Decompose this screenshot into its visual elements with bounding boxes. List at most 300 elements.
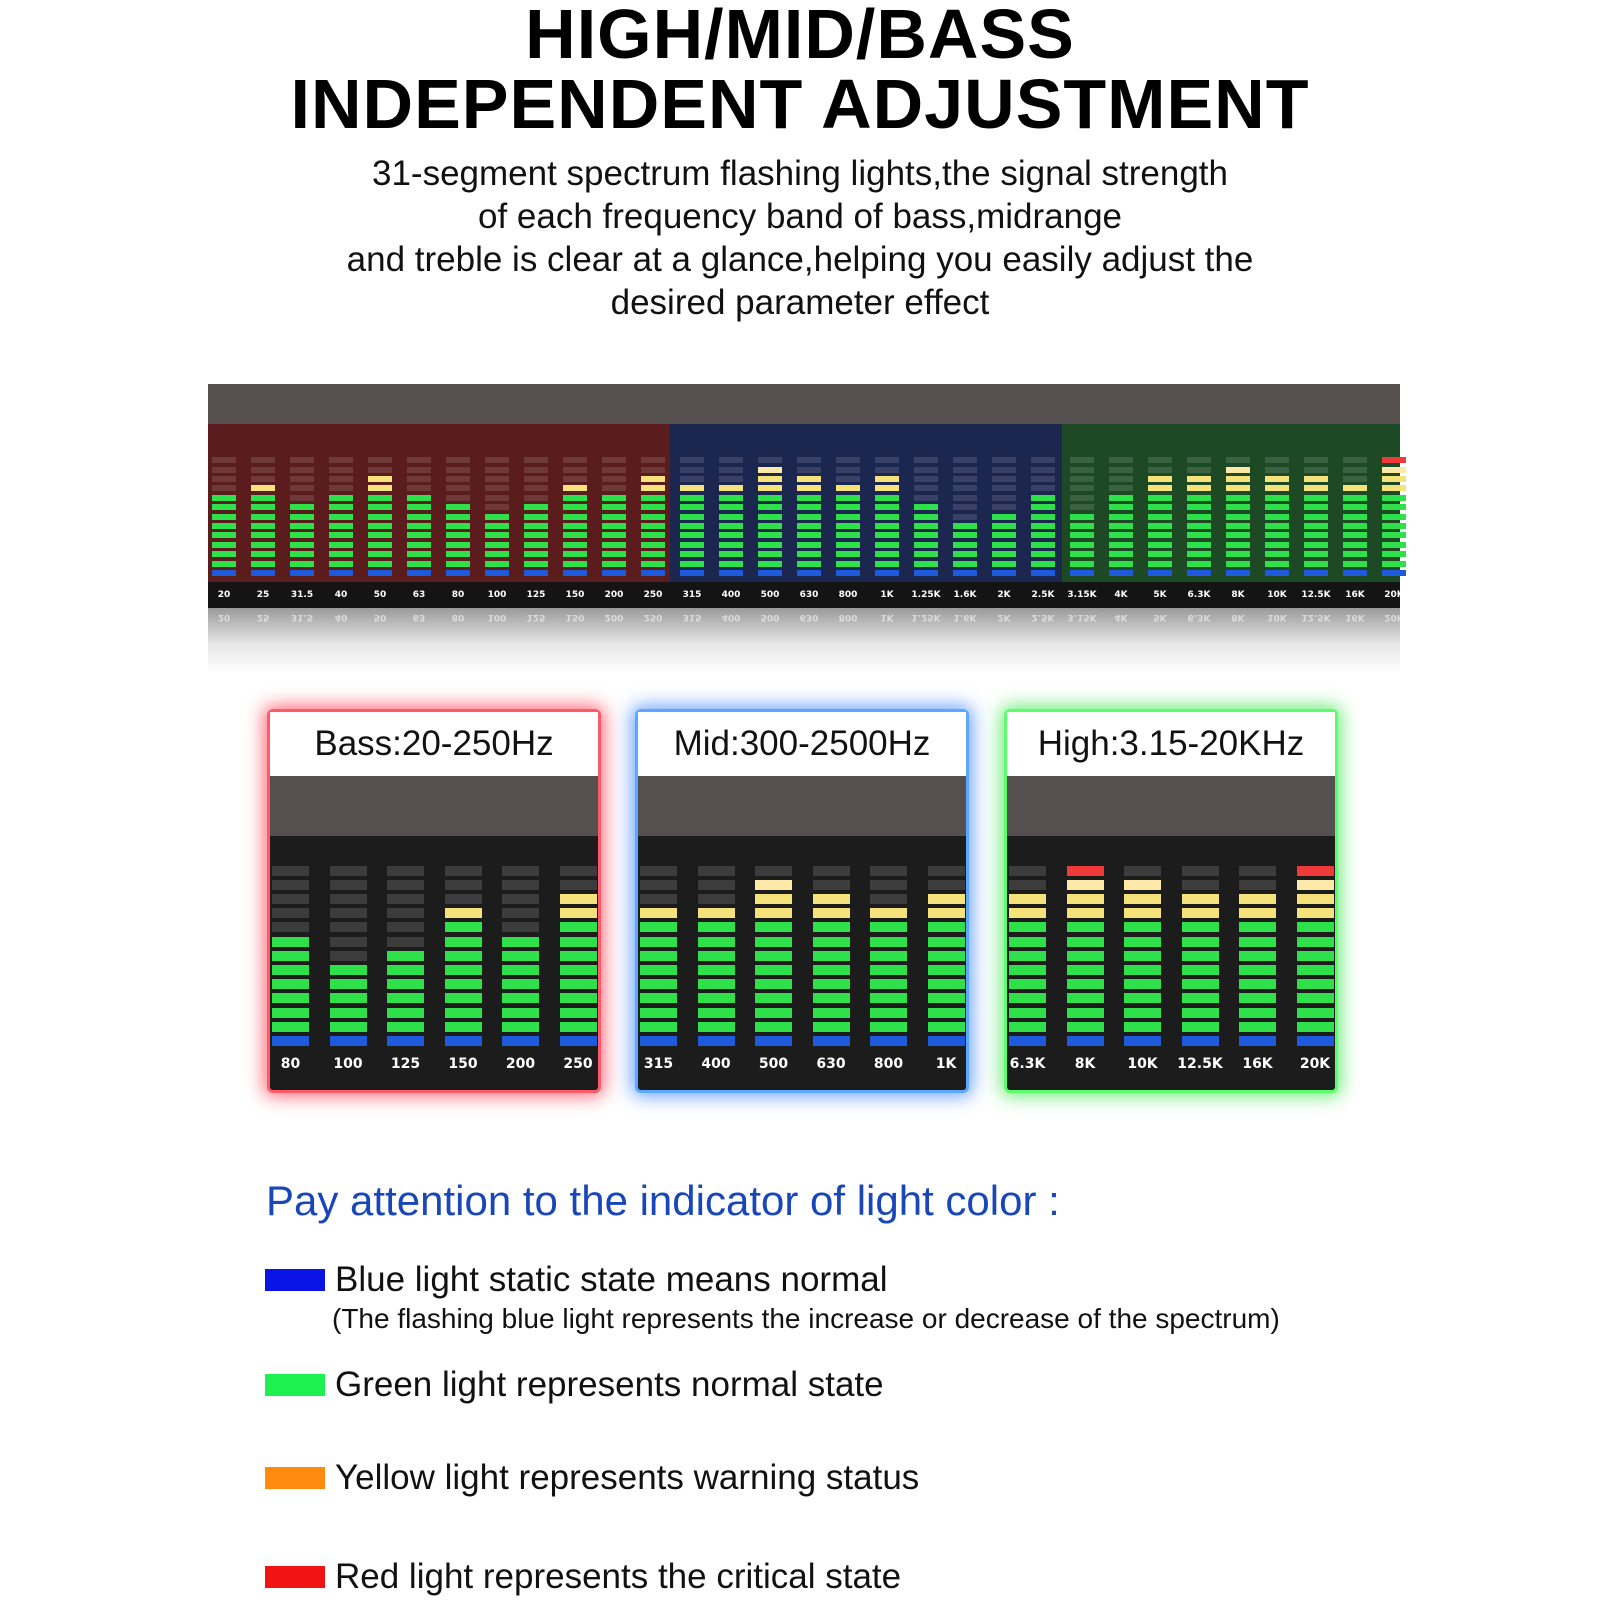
panel-led-segment (640, 922, 677, 932)
spectrum-led-segment (1031, 495, 1055, 501)
spectrum-led-segment (1226, 476, 1250, 482)
panel-led-segment (387, 894, 424, 904)
panel-led-segment (813, 1036, 850, 1046)
spectrum-led-segment (1031, 467, 1055, 473)
spectrum-led-segment (797, 570, 821, 576)
spectrum-led-segment (368, 542, 392, 548)
legend-green-text: Green light represents normal state (335, 1365, 884, 1404)
panel-led-segment (445, 965, 482, 975)
spectrum-led-segment (1265, 532, 1289, 538)
spectrum-led-segment (1187, 523, 1211, 529)
panel-led-segment (272, 1022, 309, 1032)
spectrum-led-segment (1031, 570, 1055, 576)
spectrum-led-segment (1070, 542, 1094, 548)
panel-led-segment (813, 894, 850, 904)
spectrum-led-segment (1343, 561, 1367, 567)
spectrum-band-label-reflection: 31.5 (290, 612, 314, 622)
spectrum-led-segment (719, 514, 743, 520)
spectrum-led-segment (446, 570, 470, 576)
panel-led-segment (928, 979, 965, 989)
panel-led-segment (387, 993, 424, 1003)
spectrum-led-segment (485, 542, 509, 548)
panel-led-segment (928, 908, 965, 918)
spectrum-led-segment (446, 523, 470, 529)
panel-led-segment (1124, 965, 1161, 975)
spectrum-led-segment (1304, 504, 1328, 510)
panel-led-segment (870, 937, 907, 947)
spectrum-led-segment (1343, 485, 1367, 491)
spectrum-led-segment (290, 551, 314, 557)
spectrum-band-label: 5K (1153, 590, 1167, 600)
panel-band-label: 1K (935, 1056, 957, 1072)
spectrum-led-segment (1148, 532, 1172, 538)
spectrum-led-segment (914, 504, 938, 510)
panel-led-segment (1297, 880, 1334, 890)
panel-led-segment (272, 922, 309, 932)
spectrum-led-segment (1070, 504, 1094, 510)
spectrum-led-segment (329, 467, 353, 473)
spectrum-led-segment (875, 457, 899, 463)
spectrum-led-segment (758, 476, 782, 482)
spectrum-band-label: 12.5K (1301, 590, 1331, 600)
spectrum-led-segment (329, 561, 353, 567)
panel-led-segment (640, 1008, 677, 1018)
mid-zone (670, 424, 1062, 582)
panel-led-segment (1239, 1036, 1276, 1046)
legend-heading: Pay attention to the indicator of light color : (266, 1177, 1060, 1224)
spectrum-led-segment (992, 485, 1016, 491)
panel-led-segment (1009, 1022, 1046, 1032)
panel-led-segment (560, 866, 597, 876)
spectrum-led-segment (914, 476, 938, 482)
panel-led-segment (560, 965, 597, 975)
spectrum-led-segment (797, 523, 821, 529)
spectrum-led-segment (1343, 514, 1367, 520)
spectrum-led-segment (641, 504, 665, 510)
panel-led-segment (813, 880, 850, 890)
panel-led-segment (1239, 908, 1276, 918)
panel-band-label: 100 (333, 1056, 363, 1072)
panel-led-segment (1009, 1008, 1046, 1018)
spectrum-led-segment (1070, 551, 1094, 557)
spectrum-led-segment (641, 476, 665, 482)
spectrum-led-segment (719, 485, 743, 491)
spectrum-led-segment (368, 495, 392, 501)
panel-led-segment (1239, 866, 1276, 876)
panel-led-segment (1009, 908, 1046, 918)
spectrum-led-segment (1382, 485, 1406, 491)
panel-led-segment (387, 1036, 424, 1046)
spectrum-band-label: 31.5 (290, 590, 314, 600)
spectrum-led-segment (212, 476, 236, 482)
spectrum-led-segment (1148, 457, 1172, 463)
spectrum-led-segment (485, 570, 509, 576)
panel-led-segment (560, 937, 597, 947)
spectrum-led-segment (563, 561, 587, 567)
panel-led-segment (1124, 937, 1161, 947)
spectrum-band-label-reflection: 40 (334, 612, 348, 622)
spectrum-led-segment (758, 457, 782, 463)
spectrum-band-label: 80 (451, 590, 465, 600)
spectrum-led-segment (446, 476, 470, 482)
spectrum-band-label: 63 (412, 590, 426, 600)
spectrum-led-segment (836, 570, 860, 576)
panel-led-segment (502, 908, 539, 918)
spectrum-led-segment (1187, 485, 1211, 491)
spectrum-led-segment (446, 467, 470, 473)
spectrum-led-segment (602, 495, 626, 501)
panel-led-segment (272, 951, 309, 961)
spectrum-led-segment (1226, 561, 1250, 567)
spectrum-led-segment (563, 504, 587, 510)
spectrum-led-segment (446, 485, 470, 491)
spectrum-led-segment (524, 467, 548, 473)
panel-led-segment (698, 880, 735, 890)
spectrum-led-segment (1109, 542, 1133, 548)
spectrum-led-segment (329, 485, 353, 491)
spectrum-led-segment (290, 514, 314, 520)
spectrum-band-label: 25 (256, 590, 270, 600)
spectrum-led-segment (602, 457, 626, 463)
spectrum-led-segment (368, 514, 392, 520)
panel-led-segment (1297, 951, 1334, 961)
spectrum-led-segment (1382, 523, 1406, 529)
high-zone (1062, 424, 1400, 582)
spectrum-led-segment (212, 561, 236, 567)
spectrum-led-segment (914, 561, 938, 567)
panel-led-segment (1239, 993, 1276, 1003)
red-swatch (265, 1566, 325, 1588)
spectrum-led-segment (719, 542, 743, 548)
spectrum-band-label: 1K (880, 590, 894, 600)
spectrum-led-segment (1226, 570, 1250, 576)
panel-led-segment (330, 866, 367, 876)
spectrum-led-segment (1304, 570, 1328, 576)
panel-led-segment (560, 922, 597, 932)
spectrum-led-segment (290, 532, 314, 538)
spectrum-led-segment (953, 514, 977, 520)
spectrum-led-segment (797, 485, 821, 491)
panel-led-segment (272, 965, 309, 975)
spectrum-led-segment (524, 542, 548, 548)
spectrum-led-segment (212, 457, 236, 463)
panel-led-segment (870, 965, 907, 975)
panel-led-segment (1067, 894, 1104, 904)
panel-led-segment (928, 965, 965, 975)
spectrum-led-segment (485, 514, 509, 520)
spectrum-band-label: 20K (1384, 590, 1404, 600)
spectrum-led-segment (251, 495, 275, 501)
panel-band-label: 80 (280, 1056, 301, 1072)
spectrum-led-segment (1187, 495, 1211, 501)
spectrum-band-label-reflection: 4K (1114, 612, 1128, 622)
panel-led-segment (1067, 979, 1104, 989)
panel-led-segment (1009, 965, 1046, 975)
spectrum-band-label-reflection: 630 (799, 612, 819, 622)
panel-led-segment (870, 908, 907, 918)
spectrum-led-segment (797, 532, 821, 538)
spectrum-band-label: 20 (217, 590, 231, 600)
spectrum-led-segment (641, 457, 665, 463)
spectrum-band-label: 400 (721, 590, 741, 600)
spectrum-led-segment (1109, 551, 1133, 557)
spectrum-led-segment (1304, 532, 1328, 538)
spectrum-led-segment (680, 551, 704, 557)
spectrum-led-segment (641, 570, 665, 576)
spectrum-led-segment (1187, 514, 1211, 520)
panel-led-segment (1297, 866, 1334, 876)
spectrum-led-segment (641, 561, 665, 567)
spectrum-led-segment (329, 523, 353, 529)
panel-led-segment (870, 866, 907, 876)
panel-led-segment (1239, 1022, 1276, 1032)
spectrum-led-segment (212, 485, 236, 491)
spectrum-led-segment (875, 523, 899, 529)
spectrum-led-segment (1304, 561, 1328, 567)
spectrum-led-segment (1343, 476, 1367, 482)
spectrum-led-segment (1031, 532, 1055, 538)
panel-led-segment (445, 1008, 482, 1018)
panel-led-segment (755, 993, 792, 1003)
panel-led-segment (813, 993, 850, 1003)
spectrum-led-segment (485, 495, 509, 501)
panel-led-segment (1067, 1008, 1104, 1018)
spectrum-led-segment (407, 561, 431, 567)
panel-led-segment (445, 1022, 482, 1032)
panel-led-segment (1009, 1036, 1046, 1046)
spectrum-led-segment (368, 561, 392, 567)
spectrum-led-segment (719, 561, 743, 567)
spectrum-led-segment (1031, 457, 1055, 463)
spectrum-led-segment (875, 495, 899, 501)
bass-panel-title: Bass:20-250Hz (270, 712, 598, 776)
spectrum-led-segment (1031, 551, 1055, 557)
spectrum-led-segment (1265, 467, 1289, 473)
spectrum-led-segment (524, 532, 548, 538)
panel-led-segment (502, 965, 539, 975)
spectrum-band-label-reflection: 10K (1267, 612, 1287, 622)
spectrum-led-segment (1109, 467, 1133, 473)
spectrum-band-label: 315 (682, 590, 702, 600)
heading-line-1: HIGH/MID/BASS (525, 0, 1075, 73)
spectrum-led-segment (524, 570, 548, 576)
spectrum-led-segment (1148, 467, 1172, 473)
panel-band-label: 10K (1127, 1056, 1158, 1072)
panel-led-segment (445, 1036, 482, 1046)
spectrum-led-segment (1382, 561, 1406, 567)
spectrum-led-segment (290, 523, 314, 529)
spectrum-led-segment (602, 514, 626, 520)
panel-led-segment (1067, 1036, 1104, 1046)
spectrum-led-segment (1226, 457, 1250, 463)
spectrum-band-label-reflection: 20K (1384, 612, 1404, 622)
panel-led-segment (1239, 965, 1276, 975)
spectrum-led-segment (407, 532, 431, 538)
panel-led-segment (560, 880, 597, 890)
spectrum-led-segment (1343, 570, 1367, 576)
spectrum-led-segment (329, 532, 353, 538)
spectrum-band-label-reflection: 2.5K (1031, 612, 1055, 622)
panel-led-segment (387, 908, 424, 918)
panel-led-segment (870, 993, 907, 1003)
spectrum-led-segment (875, 514, 899, 520)
spectrum-led-segment (914, 457, 938, 463)
mid-panel-title: Mid:300-2500Hz (638, 712, 966, 776)
spectrum-led-segment (1031, 485, 1055, 491)
spectrum-led-segment (875, 467, 899, 473)
spectrum-led-segment (407, 495, 431, 501)
spectrum-led-segment (407, 523, 431, 529)
panel-led-segment (813, 979, 850, 989)
panel-led-segment (1239, 1008, 1276, 1018)
spectrum-band-label: 100 (487, 590, 507, 600)
spectrum-band-label-reflection: 80 (451, 612, 465, 622)
panel-led-segment (445, 894, 482, 904)
panel-led-segment (1182, 937, 1219, 947)
panel-led-segment (1239, 951, 1276, 961)
spectrum-led-segment (563, 467, 587, 473)
spectrum-led-segment (719, 476, 743, 482)
spectrum-led-segment (446, 457, 470, 463)
spectrum-led-segment (641, 523, 665, 529)
spectrum-led-segment (758, 542, 782, 548)
spectrum-led-segment (836, 504, 860, 510)
spectrum-band-label-reflection: 200 (604, 612, 624, 622)
panel-led-segment (1182, 965, 1219, 975)
spectrum-led-segment (485, 457, 509, 463)
panel-led-segment (698, 1036, 735, 1046)
panel-led-segment (870, 979, 907, 989)
spectrum-led-segment (1343, 532, 1367, 538)
panel-led-segment (445, 993, 482, 1003)
spectrum-led-segment (953, 467, 977, 473)
spectrum-led-segment (953, 504, 977, 510)
spectrum-led-segment (1265, 570, 1289, 576)
spectrum-led-segment (1265, 476, 1289, 482)
panel-led-segment (1124, 993, 1161, 1003)
spectrum-led-segment (1382, 514, 1406, 520)
heading-line-2: INDEPENDENT ADJUSTMENT (290, 65, 1310, 143)
spectrum-led-segment (368, 476, 392, 482)
panel-band-label: 12.5K (1177, 1056, 1223, 1072)
spectrum-led-segment (407, 467, 431, 473)
legend-red-text: Red light represents the critical state (335, 1557, 902, 1596)
panel-led-segment (1124, 908, 1161, 918)
spectrum-led-segment (797, 495, 821, 501)
spectrum-led-segment (875, 504, 899, 510)
spectrum-led-segment (992, 561, 1016, 567)
spectrum-led-segment (953, 570, 977, 576)
panel-led-segment (1182, 993, 1219, 1003)
spectrum-led-segment (1226, 495, 1250, 501)
spectrum-band-labels (208, 582, 1404, 608)
spectrum-led-segment (914, 467, 938, 473)
blue-swatch (265, 1269, 325, 1291)
spectrum-led-segment (680, 485, 704, 491)
spectrum-led-segment (1343, 495, 1367, 501)
panel-led-segment (272, 979, 309, 989)
panel-led-segment (445, 979, 482, 989)
panel-led-segment (698, 894, 735, 904)
panel-led-segment (1297, 993, 1334, 1003)
spectrum-led-segment (446, 532, 470, 538)
panel-led-segment (640, 965, 677, 975)
spectrum-led-segment (1265, 504, 1289, 510)
spectrum-led-segment (1304, 551, 1328, 557)
spectrum-band-label-reflection: 315 (682, 612, 702, 622)
spectrum-led-segment (1226, 532, 1250, 538)
spectrum-led-segment (1187, 570, 1211, 576)
panel-led-segment (1067, 908, 1104, 918)
panel-led-segment (560, 993, 597, 1003)
panel-led-segment (755, 908, 792, 918)
panel-led-segment (870, 1008, 907, 1018)
spectrum-led-segment (212, 532, 236, 538)
mid-panel (638, 712, 966, 1090)
spectrum-led-segment (758, 504, 782, 510)
spectrum-led-segment (1070, 570, 1094, 576)
spectrum-led-segment (1343, 542, 1367, 548)
panel-led-segment (1182, 1008, 1219, 1018)
panel-led-segment (502, 951, 539, 961)
spectrum-led-segment (1148, 514, 1172, 520)
spectrum-led-segment (329, 495, 353, 501)
spectrum-led-segment (329, 476, 353, 482)
high-panel-title: High:3.15-20KHz (1007, 712, 1335, 776)
spectrum-led-segment (368, 457, 392, 463)
panel-led-segment (1297, 922, 1334, 932)
spectrum-led-segment (407, 504, 431, 510)
spectrum-led-segment (1382, 532, 1406, 538)
spectrum-led-segment (212, 467, 236, 473)
bass-panel (270, 712, 598, 1090)
panel-led-segment (698, 1008, 735, 1018)
spectrum-led-segment (1148, 476, 1172, 482)
spectrum-led-segment (797, 542, 821, 548)
spectrum-band-label-reflection: 8K (1231, 612, 1245, 622)
spectrum-led-segment (446, 495, 470, 501)
panel-band-label: 150 (448, 1056, 478, 1072)
spectrum-led-segment (641, 514, 665, 520)
panel-led-segment (1182, 908, 1219, 918)
panel-led-segment (928, 993, 965, 1003)
spectrum-led-segment (914, 495, 938, 501)
panel-led-segment (272, 937, 309, 947)
spectrum-led-segment (563, 495, 587, 501)
panel-led-segment (330, 1008, 367, 1018)
panel-led-segment (755, 965, 792, 975)
spectrum-led-segment (992, 514, 1016, 520)
panel-led-segment (1297, 1036, 1334, 1046)
spectrum-led-segment (836, 485, 860, 491)
panel-led-segment (1124, 866, 1161, 876)
panel-led-segment (698, 965, 735, 975)
panel-led-segment (928, 1008, 965, 1018)
spectrum-band-label-reflection: 50 (373, 612, 387, 622)
spectrum-led-segment (875, 485, 899, 491)
spectrum-led-segment (1109, 485, 1133, 491)
spectrum-band-label: 630 (799, 590, 819, 600)
panel-led-segment (1239, 894, 1276, 904)
panel-led-segment (445, 908, 482, 918)
panel-led-segment (698, 951, 735, 961)
panel-led-segment (330, 880, 367, 890)
panel-led-segment (330, 894, 367, 904)
spectrum-led-segment (446, 514, 470, 520)
panel-led-segment (387, 1022, 424, 1032)
spectrum-led-segment (1187, 561, 1211, 567)
spectrum-led-segment (1109, 570, 1133, 576)
